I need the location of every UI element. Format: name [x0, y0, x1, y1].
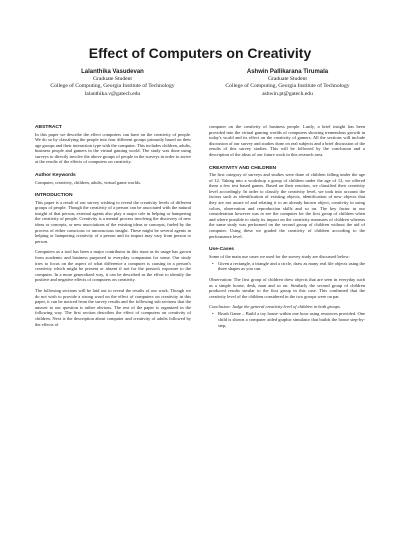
keywords-heading: Author Keywords — [35, 173, 76, 179]
usecases-conclusion: Conclusion: Judge the general creativity level of children in both groups. — [209, 304, 341, 310]
usecases-list — [209, 261, 365, 272]
introduction-paragraph: The following sections will be laid out to reveal the results of our work. Though we do not wish to provide a strong word on the effect of computers on creativity in this paper, it can be noticed from the survey results and the following sub sections that the answer to our question is rather obvious. The rest of the paper is organized in the following way. The first section describes the effect of computers on creativity of children. Next is the description about computer and creativity of adults followed by the effects of — [35, 287, 191, 327]
author-1-name: Lalanthika Vasudevan — [81, 69, 144, 75]
bullet-icon: • — [212, 311, 214, 317]
bullet-icon: • — [212, 260, 214, 266]
list-item-text: Brush Game – Build a toy house within one hour using resources provided. One child is shown a computer aided graphic simulator that builds the house step-by-step, — [218, 311, 365, 328]
usecases-observation: Observation: The first group of children drew objects that are seen in everyday such as a simple house, desk, man and so on. Similarly the second group of children produced results similar to the first group in this case. This confirmed that the creativity level of the children considered in the two groups were on par. — [209, 276, 365, 299]
left-column — [35, 124, 191, 542]
right-column — [209, 124, 365, 542]
children-text: The first category of surveys and studies were done of children falling under the age of 12. Taking into a workshop a group of children under the age of 12, we offered them a few test based games. Based on their reaction, we classified their creativity level accordingly. In order to classify the creativity level, we took into account the factors such as identification of existing objects, identification of new objects that they are not aware of and relating it to an already known object, creativity in using colors, observation and reproduction skills and so on. The key factor in our consideration however was to see the computer for the first group of children when and where possible to study its impact on the creativity measures of children whereas the same study was performed on the second group of children without the aid of computer. Using these we graded the creativity of children according to the performance level. — [209, 172, 365, 239]
author-block — [35, 68, 365, 98]
abstract-text: In this paper we describe the effect computers can have on the creativity of people. We do so by classifying the people into four different groups primarily based on their age groups and their interaction type with the computer. This includes children, adults, business people and gamers in the virtual gaming world. The study was done using surveys to directly involve the above groups of people in the surveys in order to arrive at the results of the effects of computers on creativity. — [35, 131, 191, 165]
introduction-heading: INTRODUCTION — [35, 193, 73, 199]
author-2-affiliation: College of Computing, Georgia Institute of Technology — [225, 83, 350, 90]
children-heading: CREATIVITY AND CHILDREN — [209, 165, 277, 171]
abstract-heading: ABSTRACT — [35, 125, 62, 130]
author-2-name: Ashwin Pallikarana Tirumala — [246, 69, 329, 75]
introduction-continued: computer on the creativity of business people. Lastly, a brief insight has been provided into the virtual gaming worlds of computers showing tremendous growth in today's world and its effect on the creativity of gamers. All the sections will include discussion of our survey and studies done on real subjects and a brief discussion of the results of this survey studies. This will be followed by the conclusion and a description of the ideas of our future work in this research area. — [209, 124, 365, 157]
author-2 — [210, 68, 365, 98]
author-2-email: ashwin.pt@gatech.edu — [262, 90, 313, 97]
paper-title: Effect of Computers on Creativity — [88, 45, 312, 61]
author-1-email: lalanthika.v@gatech.edu — [84, 90, 141, 97]
author-1-role: Graduate Student — [93, 76, 132, 82]
introduction-paragraph: This paper is a result of our survey wishing to reveal the creativity levels of different groups of people. Though the creativity of a person can be associated with the natural insight of that person, external agents also play a major role in helping or hampering the creativity of people. Creativity is a mental process involving the discovery of new ideas or concepts, or new associations of the existing ideas or concepts, fueled by the process of either conscious or unconscious insight. These might be several agents in helping or hampering creativity of a person and its impact may vary from person to person. — [35, 199, 191, 244]
author-1-affiliation: College of Computing, Georgia Institute of Technology — [50, 83, 175, 90]
usecases-list-2 — [209, 311, 365, 328]
list-item-text: Given a rectangle, a triangle and a circle, draw as many real life objects using the three shapes as you can. — [218, 260, 365, 272]
usecases-heading: Use-Cases — [209, 247, 235, 253]
introduction-paragraph: Computers as a tool has been a major contributor in this issue as its usage has grown from academic and business purposed to everyday companion for some. Our study tries to focus on the aspect of what difference a computer is causing in a person's creativity which might be present or absent if not for the person's exposure to the computer. In a more generalized way, it can be described as the effort to identify the positive and negative effects of computers on creativity. — [35, 249, 191, 283]
body-columns — [35, 124, 365, 542]
list-item — [212, 311, 365, 328]
list-item — [212, 260, 365, 272]
usecases-intro: Some of the main use cases we used for the survey study are discussed below: — [209, 253, 350, 259]
keywords-text: Computer, creativity, children, adults, virtual game worlds. — [35, 179, 142, 185]
author-2-role: Graduate Student — [268, 76, 307, 82]
author-1 — [35, 68, 190, 98]
